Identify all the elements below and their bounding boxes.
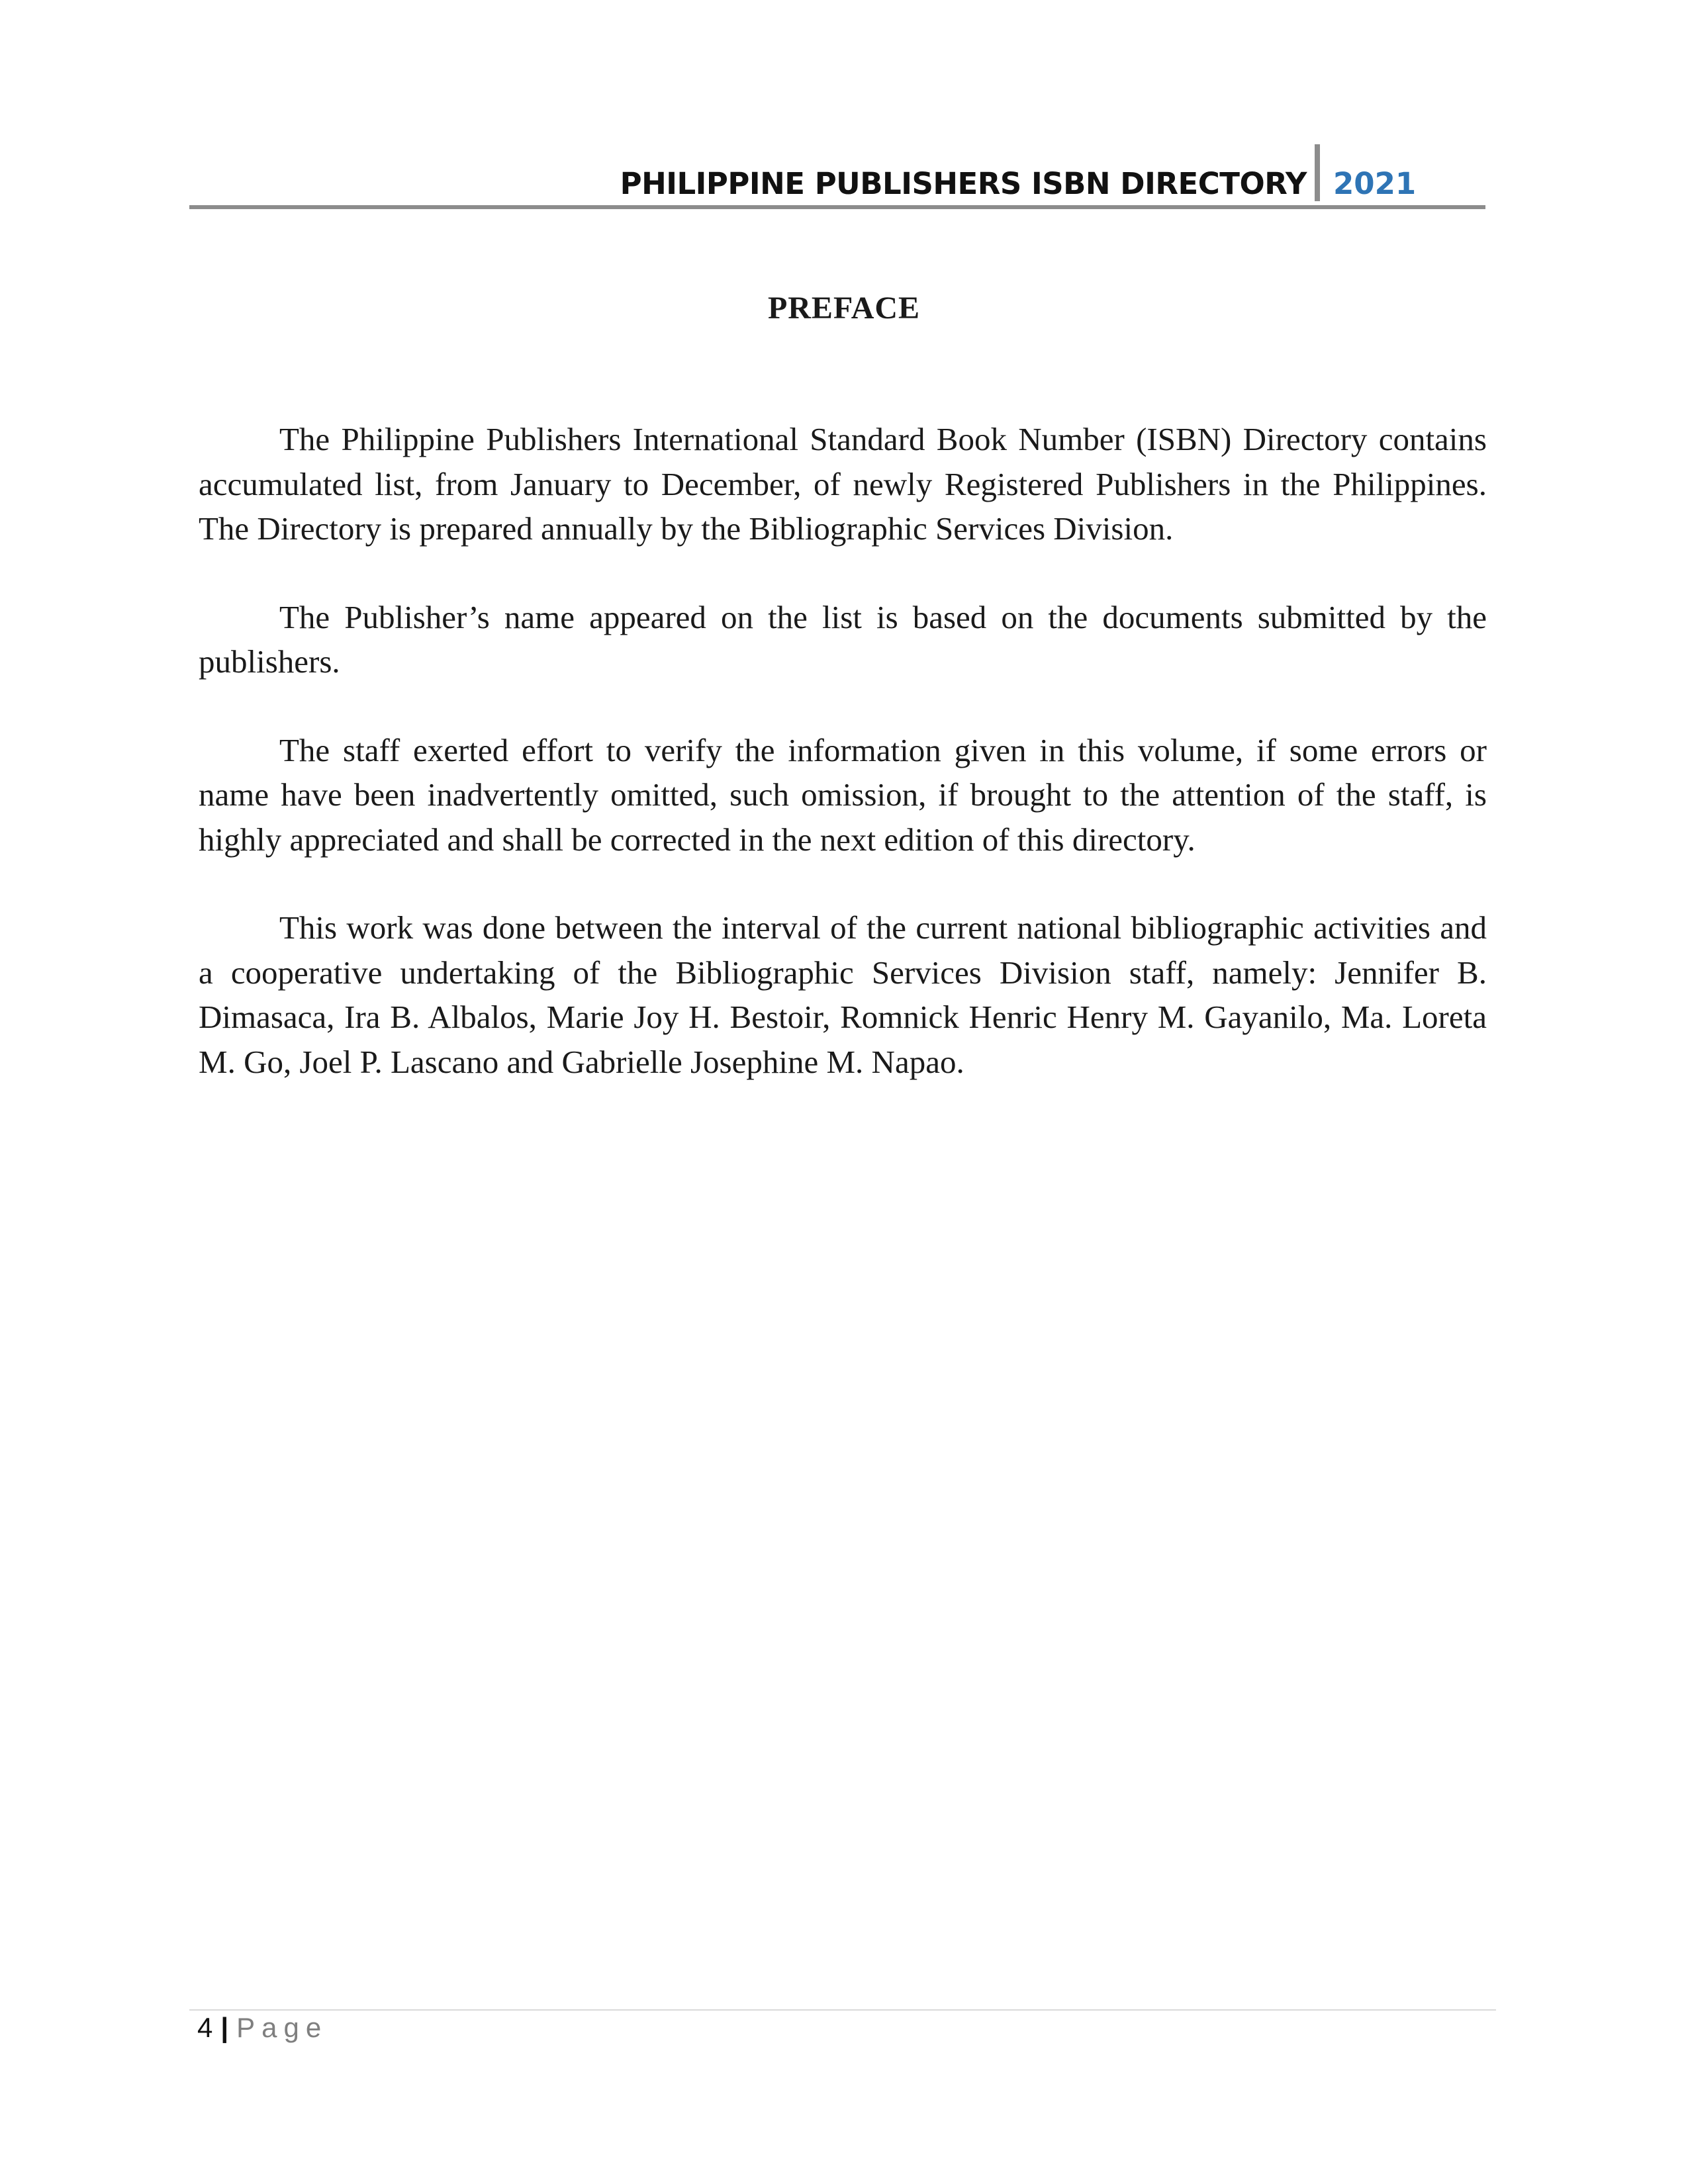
- footer-separator: |: [220, 2012, 229, 2043]
- page-footer: [197, 2012, 328, 2044]
- running-header: [189, 144, 1485, 209]
- footer-rule: [189, 2009, 1496, 2011]
- page-label: Page: [236, 2012, 328, 2043]
- header-divider: [1315, 144, 1320, 201]
- paragraph-intro: The Philippine Publishers International Standard Book Number (ISBN) Directory contains accumulated list, from January to December, of newly Registered Publishers in the Philippines. The Directory is prepared annually by the Bibliographic Services Division.: [199, 421, 1487, 547]
- paragraph-errors: The staff exerted effort to verify the information given in this volume, if some errors or name have been inadvertently omitted, such omission, if brought to the attention of the staff, is highly appreciated and shall be corrected in the next edition of this directory.: [199, 731, 1487, 858]
- header-title: PHILIPPINE PUBLISHERS ISBN DIRECTORY: [620, 166, 1307, 201]
- preface-body: [199, 417, 1487, 1128]
- paragraph-publisher-names: The Publisher’s name appeared on the list is based on the documents submitted by the publishers.: [199, 598, 1487, 680]
- header-year: 2021: [1333, 166, 1417, 201]
- paragraph-staff: This work was done between the interval of the current national bibliographic activities and a cooperative undertaking of the Bibliographic Services Division staff, namely: Jennifer B. Dimasaca, Ira B. Albalos, Marie Joy H. Bestoir, Romnick Henric Henry M. Gayanilo, Ma. Loreta M. Go, Joel P. Lascano and Gabrielle Josephine M. Napao.: [199, 909, 1487, 1080]
- page-number: 4: [197, 2012, 213, 2043]
- page-title: PREFACE: [767, 291, 921, 326]
